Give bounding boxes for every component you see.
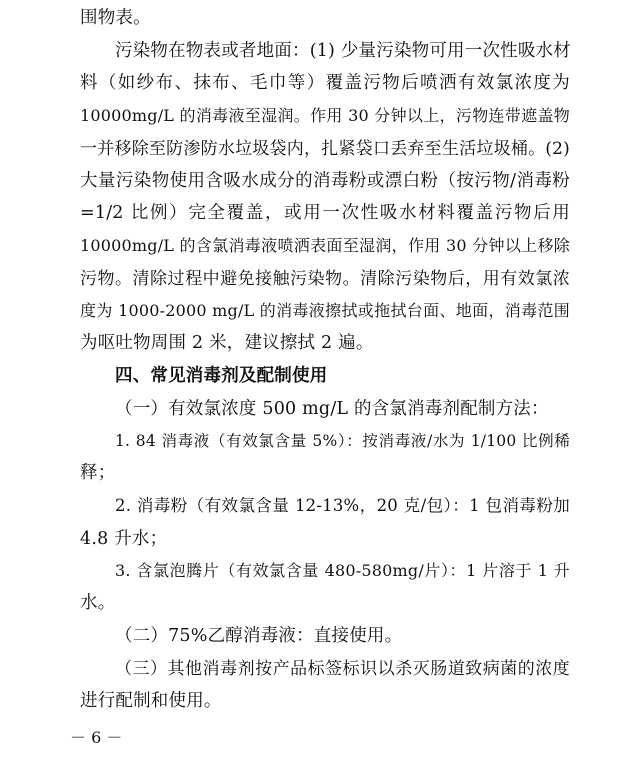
text-line: 2. 消毒粉（有效氯含量 12-13%，20 克/包）：1 包消毒粉加 (115, 496, 570, 515)
text-line: 1. 84 消毒液（有效氯含量 5%）：按消毒液/水为 1/100 比例稀 (115, 432, 570, 450)
text-line: =1/2 比例）完全覆盖，或用一次性吸水材料覆盖污物后用 (80, 203, 570, 223)
text-line: 释； (80, 463, 116, 483)
text-line: 污染物在物表或者地面：(1) 少量污染物可用一次性吸水材 (115, 41, 571, 61)
text-line: 4.8 升水； (80, 529, 168, 549)
text-line: 料（如纱布、抹布、毛巾等）覆盖污物后喷洒有效氯浓度为 (80, 73, 570, 93)
text-line: 污物。清除过程中避免接触污染物。清除污染物后，用有效氯浓 (80, 269, 570, 289)
text-line: （二）75%乙醇消毒液：直接使用。 (115, 626, 403, 646)
text-line: 为呕吐物周围 2 米，建议擦拭 2 遍。 (80, 333, 374, 353)
page-number: － 6 － (70, 728, 123, 747)
text-line: 围物表。 (80, 8, 151, 28)
section-heading: 四、常见消毒剂及配制使用 (115, 366, 328, 386)
text-line: 进行配制和使用。 (80, 691, 222, 711)
text-line: 一并移除至防渗防水垃圾袋内，扎紧袋口丢弃至生活垃圾桶。(2) (80, 139, 570, 159)
text-line: （一）有效氯浓度 500 mg/L 的含氯消毒剂配制方法： (115, 399, 549, 419)
text-line: 10000mg/L 的消毒液至湿润。作用 30 分钟以上，污物连带遮盖物 (80, 106, 570, 125)
text-line: 10000mg/L 的含氯消毒液喷洒表面至湿润，作用 30 分钟以上移除 (80, 236, 570, 255)
text-line: 度为 1000-2000 mg/L 的消毒液擦拭或拖拭台面、地面，消毒范围 (80, 301, 570, 320)
text-line: 水。 (80, 593, 116, 613)
text-line: （三）其他消毒剂按产品标签标识以杀灭肠道致病菌的浓度 (115, 659, 570, 679)
text-line: 大量污染物使用含吸水成分的消毒粉或漂白粉（按污物/消毒粉 (80, 171, 570, 191)
text-line: 3. 含氯泡腾片（有效氯含量 480-580mg/片）：1 片溶于 1 升 (115, 561, 570, 580)
